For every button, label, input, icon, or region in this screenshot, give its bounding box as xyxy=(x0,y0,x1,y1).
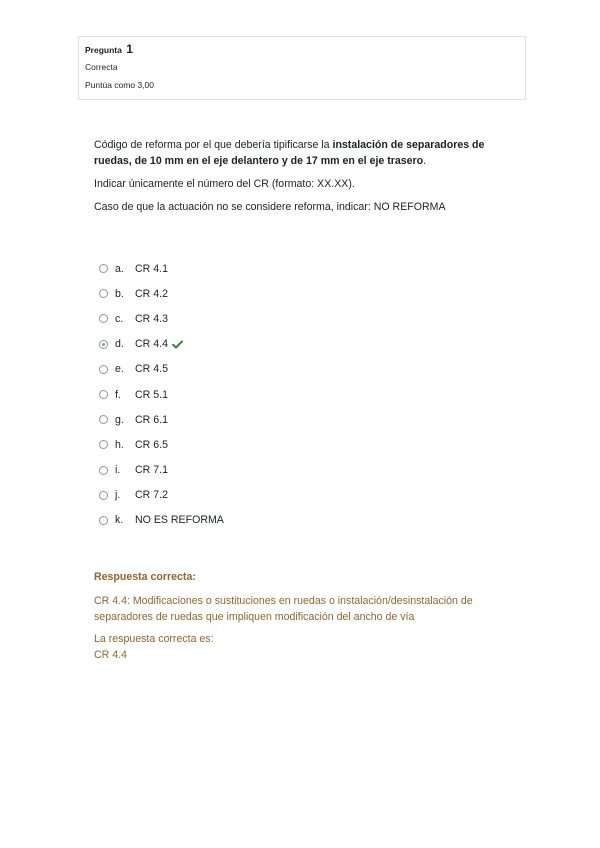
answer-list xyxy=(99,256,399,533)
answer-letter: c. xyxy=(115,312,124,325)
answer-label: CR 4.5 xyxy=(135,363,168,376)
question-number-value: 1 xyxy=(126,42,133,56)
question-paragraph-1 xyxy=(94,137,514,169)
answer-label: CR 7.2 xyxy=(135,489,168,502)
answer-label: CR 6.5 xyxy=(135,438,168,451)
answer-option-g[interactable] xyxy=(99,407,399,432)
radio-button[interactable] xyxy=(99,390,108,399)
answer-letter: i. xyxy=(115,464,121,477)
answer-option-e[interactable] xyxy=(99,357,399,382)
answer-option-k[interactable] xyxy=(99,508,399,533)
correct-answer-label: La respuesta correcta es: xyxy=(94,633,214,645)
feedback-box xyxy=(94,569,514,663)
radio-button[interactable] xyxy=(99,365,108,374)
radio-button[interactable] xyxy=(99,466,108,475)
question-number xyxy=(85,42,519,56)
answer-letter: a. xyxy=(115,262,124,275)
answer-letter: j. xyxy=(115,489,121,502)
radio-button[interactable] xyxy=(99,491,108,500)
answer-letter: g. xyxy=(115,413,124,426)
question-state: Correcta xyxy=(85,62,118,72)
answer-label: CR 4.3 xyxy=(135,312,168,325)
answer-option-d[interactable] xyxy=(99,332,399,357)
answer-label: NO ES REFORMA xyxy=(135,514,224,527)
radio-button[interactable] xyxy=(99,289,108,298)
answer-letter: h. xyxy=(115,438,124,451)
answer-letter: f. xyxy=(115,388,121,401)
answer-label: CR 4.4 xyxy=(135,338,168,351)
answer-label: CR 6.1 xyxy=(135,413,168,426)
answer-option-c[interactable] xyxy=(99,306,399,331)
radio-button[interactable] xyxy=(99,440,108,449)
radio-button-selected[interactable] xyxy=(99,340,108,349)
radio-button[interactable] xyxy=(99,314,108,323)
answer-letter: b. xyxy=(115,287,124,300)
answer-letter: d. xyxy=(115,338,124,351)
answer-label: CR 5.1 xyxy=(135,388,168,401)
radio-button[interactable] xyxy=(99,516,108,525)
question-text-suffix: . xyxy=(423,155,427,167)
answer-option-b[interactable] xyxy=(99,281,399,306)
question-text-prefix: Código de reforma por el que debería tipificarse la xyxy=(94,139,333,151)
answer-letter: e. xyxy=(115,363,124,376)
question-grade: Puntúa como 3,00 xyxy=(85,80,154,90)
answer-label: CR 4.2 xyxy=(135,287,168,300)
correct-check-icon xyxy=(172,340,183,349)
radio-button[interactable] xyxy=(99,264,108,273)
question-paragraph-2: Indicar únicamente el número del CR (formato: XX.XX). xyxy=(94,178,355,190)
answer-option-a[interactable] xyxy=(99,256,399,281)
answer-option-h[interactable] xyxy=(99,432,399,457)
answer-label: CR 7.1 xyxy=(135,464,168,477)
correct-answer-value: CR 4.4 xyxy=(94,649,127,661)
question-label: Pregunta xyxy=(85,45,122,55)
question-text xyxy=(94,137,514,222)
answer-letter: k. xyxy=(115,514,124,527)
radio-button[interactable] xyxy=(99,415,108,424)
question-text-bold: instalación de separadores de ruedas, de 10 mm en el eje delantero y de 17 mm en el eje trasero xyxy=(94,139,485,167)
answer-label: CR 4.1 xyxy=(135,262,168,275)
question-info-box xyxy=(78,36,526,100)
feedback-explanation: CR 4.4: Modificaciones o sustituciones en ruedas o instalación/desinstalación de separadores de ruedas que impliquen modificación del ancho de vía xyxy=(94,595,473,623)
question-paragraph-3: Caso de que la actuación no se considere reforma, indicar: NO REFORMA xyxy=(94,201,446,213)
answer-option-j[interactable] xyxy=(99,483,399,508)
answer-option-i[interactable] xyxy=(99,458,399,483)
answer-option-f[interactable] xyxy=(99,382,399,407)
feedback-title: Respuesta correcta: xyxy=(94,571,196,583)
